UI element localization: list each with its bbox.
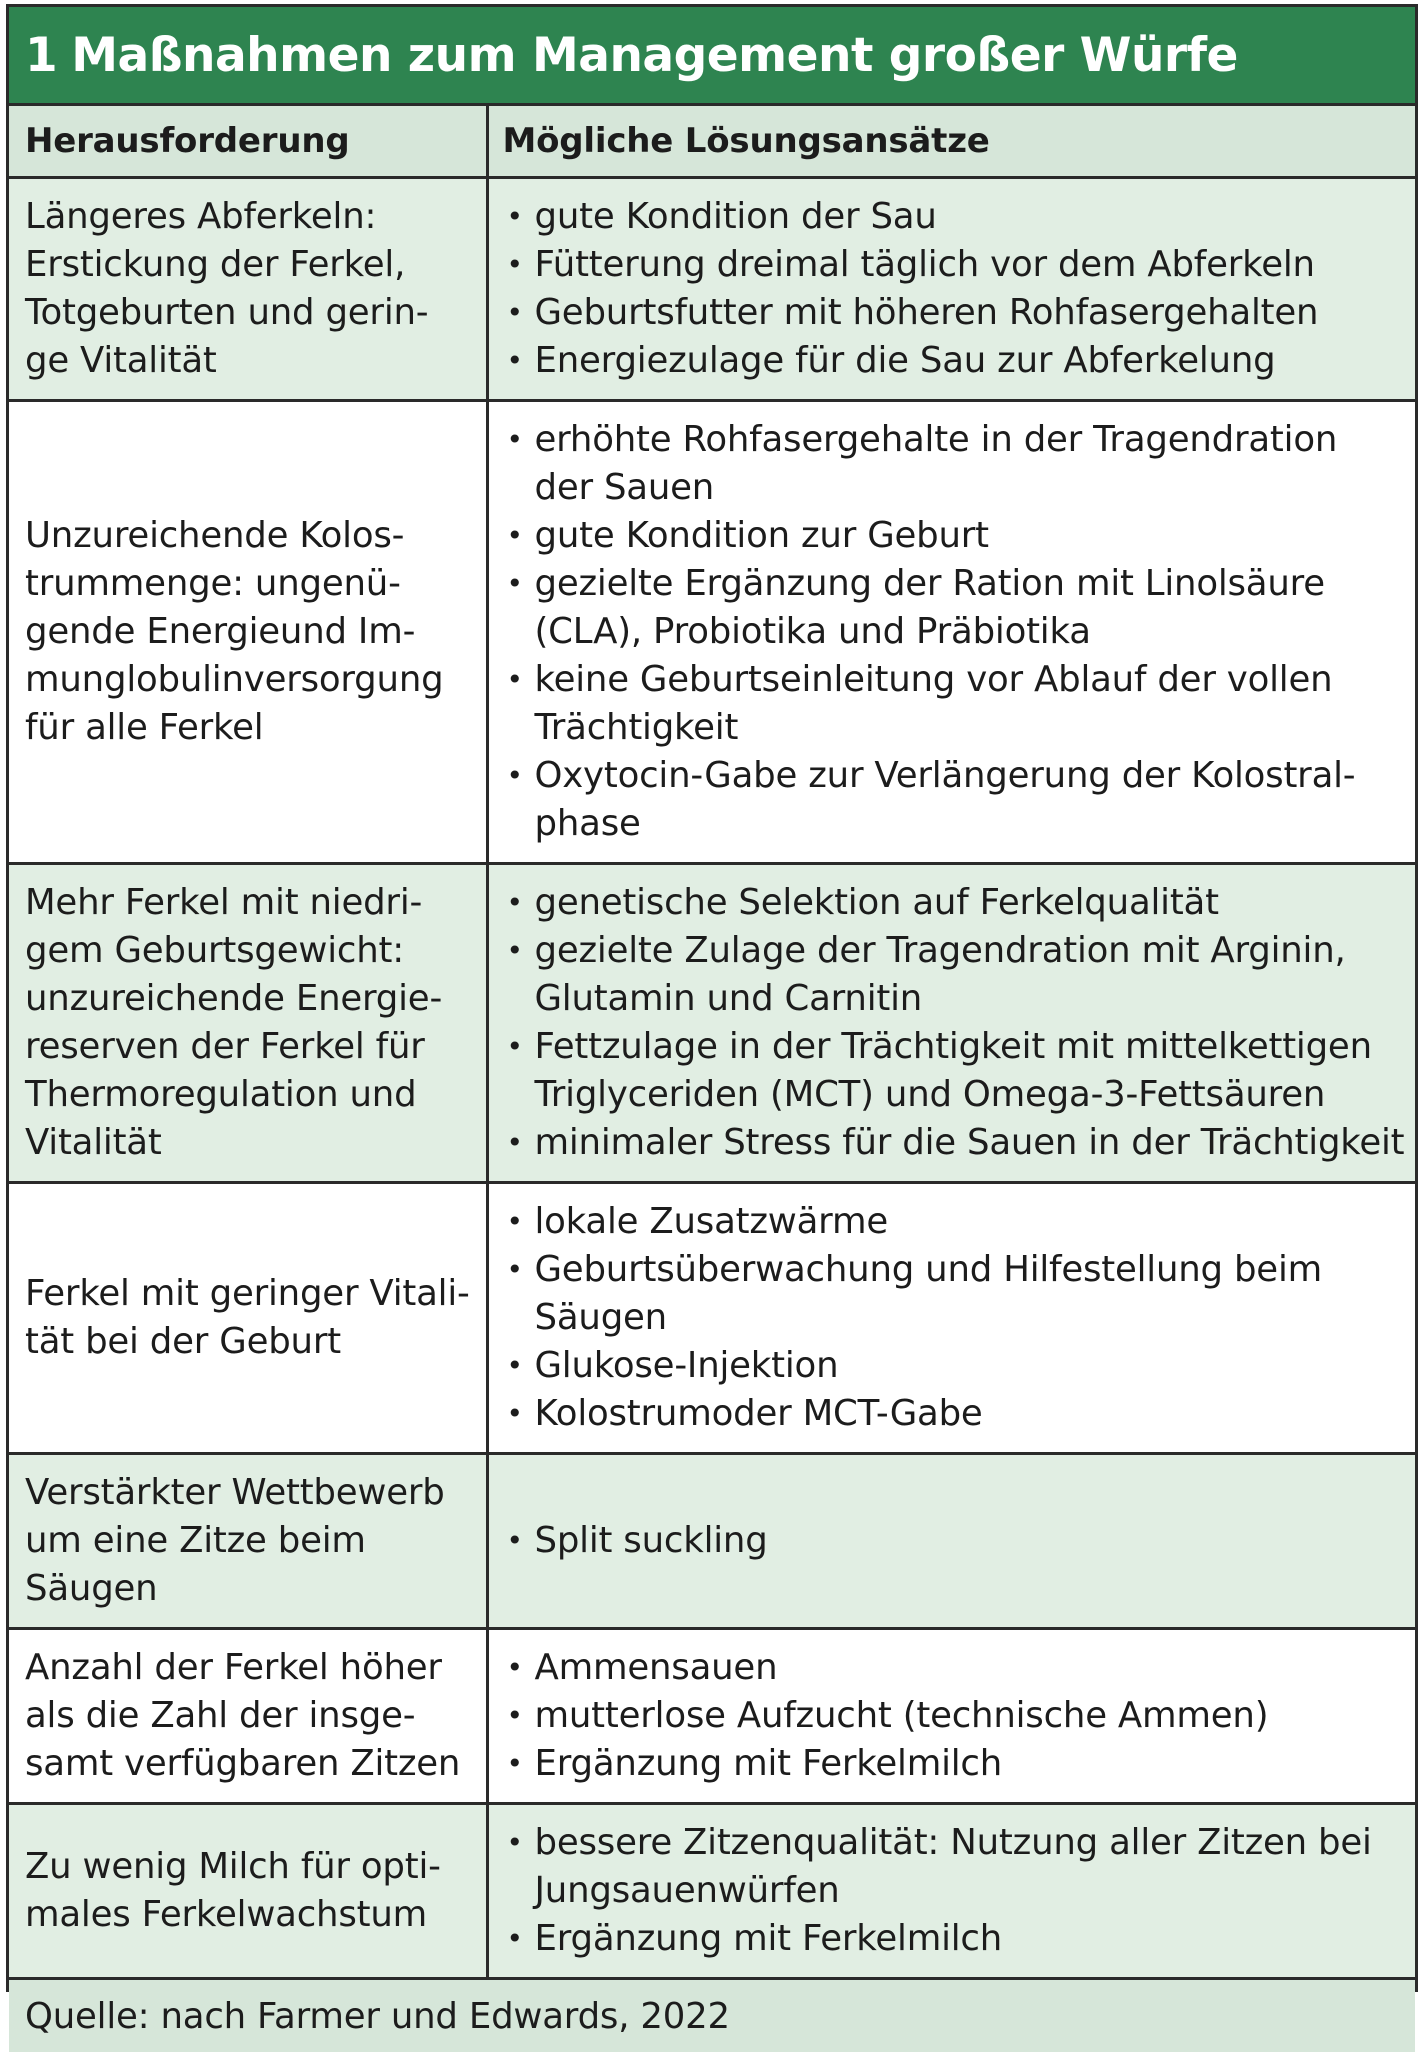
solution-item [503, 337, 1410, 385]
challenge-line: für alle Ferkel [25, 707, 264, 748]
challenge-line: Verstärkter Wettbewerb [25, 1472, 445, 1513]
solutions-list [503, 1819, 1410, 1963]
solution-line: • Ergänzung mit Ferkelmilch [534, 1918, 1003, 1959]
table-row [9, 864, 1415, 1183]
solution-item [503, 1644, 1410, 1692]
measures-table [9, 103, 1415, 1977]
challenge-line: gem Geburtsgewicht: [25, 930, 405, 971]
solution-line: • erhöhte Rohfasergehalte in der Tragendration [534, 419, 1338, 460]
challenge-cell [9, 1454, 487, 1629]
solutions-list [503, 416, 1410, 848]
challenge-line: Mehr Ferkel mit niedri- [25, 882, 423, 923]
solution-item [503, 1342, 1410, 1390]
challenge-line: Säugen [25, 1568, 158, 1609]
solution-item [503, 1246, 1410, 1342]
challenge-line: samt verfügbaren Zitzen [25, 1743, 461, 1784]
table-row [9, 178, 1415, 401]
challenge-line: munglobulinversorgung [25, 659, 444, 700]
solutions-cell [487, 1454, 1415, 1629]
table-row [9, 1183, 1415, 1454]
challenge-line: um eine Zitze beim [25, 1520, 366, 1561]
challenge-line: Anzahl der Ferkel höher [25, 1647, 442, 1688]
challenge-line: Ferkel mit geringer Vitali- [25, 1273, 470, 1314]
table-number: 1 [25, 27, 58, 83]
challenge-line: Totgeburten und gerin- [25, 292, 429, 333]
solutions-list [503, 879, 1410, 1167]
solution-item [503, 1198, 1410, 1246]
solution-line: • Ammensauen [534, 1647, 778, 1688]
solutions-list [503, 1644, 1410, 1788]
solution-line: Jungsauenwürfen [534, 1870, 840, 1911]
solution-item [503, 1692, 1410, 1740]
solution-line: phase [534, 803, 641, 844]
challenge-line: unzureichende Energie- [25, 978, 443, 1019]
challenge-cell [9, 864, 487, 1183]
solution-item [503, 1119, 1410, 1167]
solution-item [503, 1819, 1410, 1915]
solution-item [503, 879, 1410, 927]
solution-line: • Fettzulage in der Trächtigkeit mit mittelkettigen [534, 1026, 1372, 1067]
table-row [9, 1454, 1415, 1629]
challenge-cell [9, 1629, 487, 1804]
table-body [9, 178, 1415, 1978]
solution-item [503, 927, 1410, 1023]
challenge-cell [9, 1183, 487, 1454]
challenge-line: Unzureichende Kolos- [25, 515, 405, 556]
solution-item [503, 416, 1410, 512]
solution-line: • Geburtsüberwachung und Hilfestellung beim [534, 1249, 1322, 1290]
solution-line: • gezielte Zulage der Tragendration mit Arginin, [534, 930, 1346, 971]
source-note: Quelle: nach Farmer und Edwards, 2022 [9, 1977, 1415, 2052]
challenge-line: males Ferkelwachstum [25, 1894, 428, 1935]
challenge-line: Erstickung der Ferkel, [25, 244, 406, 285]
challenge-line: Zu wenig Milch für opti- [25, 1846, 441, 1887]
challenge-line: tät bei der Geburt [25, 1321, 341, 1362]
table-title-text: Maßnahmen zum Management großer Würfe [71, 27, 1238, 83]
solution-item [503, 512, 1410, 560]
solution-item [503, 752, 1410, 848]
solution-line: • Fütterung dreimal täglich vor dem Abferkeln [534, 244, 1315, 285]
solutions-cell [487, 1629, 1415, 1804]
solutions-list [503, 1198, 1410, 1438]
solution-item [503, 1390, 1410, 1438]
challenge-line: trummenge: ungenü- [25, 563, 401, 604]
solution-line: • gute Kondition der Sau [534, 196, 937, 237]
table-row [9, 1804, 1415, 1978]
solution-item [503, 656, 1410, 752]
solution-line: • Geburtsfutter mit höheren Rohfasergehalten [534, 292, 1319, 333]
solution-line: der Sauen [534, 467, 715, 508]
table-row [9, 1629, 1415, 1804]
solution-line: • Glukose-Injektion [534, 1345, 839, 1386]
solution-line: • Energiezulage für die Sau zur Abferkelung [534, 340, 1276, 381]
header-row [9, 105, 1415, 178]
solutions-cell [487, 178, 1415, 401]
header-solutions: Mögliche Lösungsansätze [502, 121, 990, 161]
header-challenge: Herausforderung [9, 105, 487, 178]
solution-line: Triglyceriden (MCT) und Omega-3-Fettsäuren [534, 1074, 1326, 1115]
challenge-line: als die Zahl der insge- [25, 1695, 416, 1736]
solutions-cell [487, 401, 1415, 864]
challenge-cell [9, 1804, 487, 1978]
challenge-line: ge Vitalität [25, 340, 217, 381]
solution-item [503, 1517, 1410, 1565]
solution-item [503, 241, 1410, 289]
challenge-line: reserven der Ferkel für [25, 1026, 425, 1067]
challenge-cell [9, 401, 487, 864]
solution-line: • keine Geburtseinleitung vor Ablauf der vollen [534, 659, 1333, 700]
solutions-cell [487, 1183, 1415, 1454]
table-frame [6, 4, 1418, 2037]
solution-line: • Split suckling [534, 1520, 768, 1561]
solution-line: Glutamin und Carnitin [534, 978, 923, 1019]
table-title [9, 7, 1415, 103]
solution-line: • genetische Selektion auf Ferkelqualität [534, 882, 1219, 923]
solution-line: (CLA), Probiotika und Präbiotika [534, 611, 1091, 652]
solution-line: • bessere Zitzenqualität: Nutzung aller Zitzen bei [534, 1822, 1372, 1863]
solution-item [503, 1915, 1410, 1963]
solution-line: • Ergänzung mit Ferkelmilch [534, 1743, 1003, 1784]
solutions-cell [487, 864, 1415, 1183]
solution-line: • mutterlose Aufzucht (technische Ammen) [534, 1695, 1269, 1736]
solutions-cell [487, 1804, 1415, 1978]
solution-line: • minimaler Stress für die Sauen in der Trächtigkeit [534, 1122, 1405, 1163]
solution-line: • lokale Zusatzwärme [534, 1201, 888, 1242]
challenge-cell [9, 178, 487, 401]
solution-item [503, 193, 1410, 241]
solution-item [503, 1740, 1410, 1788]
challenge-line: gende Energieund Im- [25, 611, 416, 652]
solutions-list [503, 1517, 1410, 1565]
solutions-list [503, 193, 1410, 385]
solution-line: • gezielte Ergänzung der Ration mit Linolsäure [534, 563, 1325, 604]
table-row [9, 401, 1415, 864]
solution-line: Säugen [534, 1297, 667, 1338]
solution-line: • Kolostrumoder MCT-Gabe [534, 1393, 983, 1434]
solution-line: Trächtigkeit [534, 707, 739, 748]
challenge-line: Thermoregulation und [25, 1074, 417, 1115]
solution-item [503, 560, 1410, 656]
solution-line: • Oxytocin-Gabe zur Verlängerung der Kolostral- [534, 755, 1356, 796]
solution-line: • gute Kondition zur Geburt [534, 515, 989, 556]
solution-item [503, 1023, 1410, 1119]
challenge-line: Vitalität [25, 1122, 162, 1163]
challenge-line: Längeres Abferkeln: [25, 196, 377, 237]
solution-item [503, 289, 1410, 337]
